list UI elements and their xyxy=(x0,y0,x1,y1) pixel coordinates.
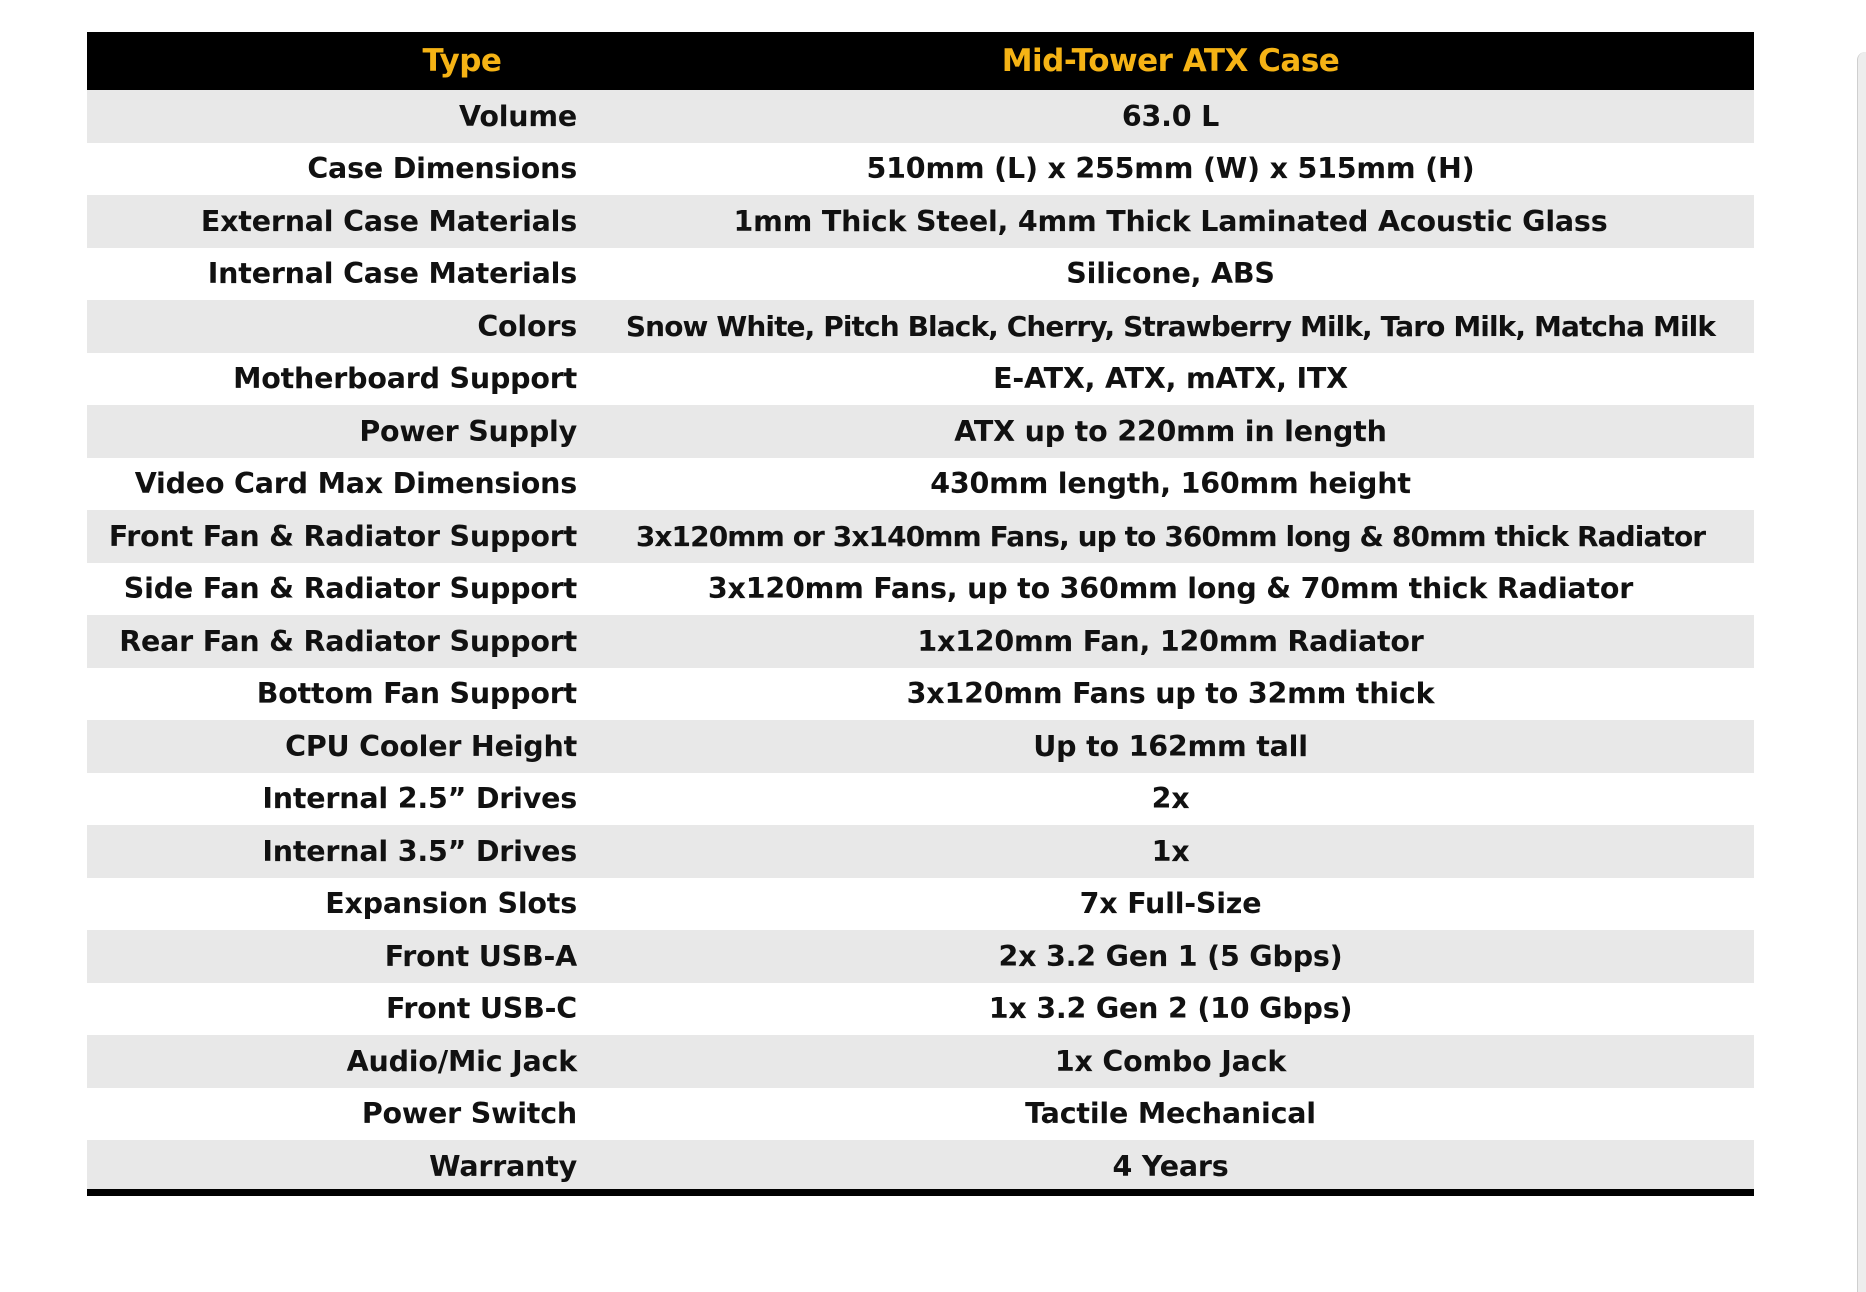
table-row xyxy=(87,300,1754,353)
spec-value: 1mm Thick Steel, 4mm Thick Laminated Acoustic Glass xyxy=(587,195,1754,248)
table-row xyxy=(87,563,1754,616)
spec-label: Warranty xyxy=(87,1140,587,1193)
header-label-cell xyxy=(87,32,587,90)
spec-value: 3x120mm Fans, up to 360mm long & 70mm thick Radiator xyxy=(587,563,1754,616)
spec-label: Volume xyxy=(87,90,587,143)
page-edge-divider xyxy=(1857,52,1866,1292)
spec-value: Up to 162mm tall xyxy=(587,720,1754,773)
spec-label: Case Dimensions xyxy=(87,143,587,196)
table-row xyxy=(87,510,1754,563)
table-row xyxy=(87,143,1754,196)
table-row xyxy=(87,615,1754,668)
spec-value: Tactile Mechanical xyxy=(587,1088,1754,1141)
spec-label: Colors xyxy=(87,300,587,353)
spec-value: 4 Years xyxy=(587,1140,1754,1193)
spec-value: 510mm (L) x 255mm (W) x 515mm (H) xyxy=(587,143,1754,196)
table-bottom-rule xyxy=(87,1189,1754,1196)
table-row xyxy=(87,930,1754,983)
spec-value: E-ATX, ATX, mATX, ITX xyxy=(587,353,1754,406)
table-row xyxy=(87,1140,1754,1193)
spec-value: 7x Full-Size xyxy=(587,878,1754,931)
spec-label: CPU Cooler Height xyxy=(87,720,587,773)
table-row xyxy=(87,720,1754,773)
table-row xyxy=(87,458,1754,511)
spec-value: 430mm length, 160mm height xyxy=(587,458,1754,511)
table-row xyxy=(87,90,1754,143)
table-row xyxy=(87,353,1754,406)
table-row xyxy=(87,825,1754,878)
spec-label: External Case Materials xyxy=(87,195,587,248)
spec-label: Power Supply xyxy=(87,405,587,458)
spec-value: 3x120mm or 3x140mm Fans, up to 360mm long & 80mm thick Radiator xyxy=(587,510,1754,563)
spec-value: Silicone, ABS xyxy=(587,248,1754,301)
spec-label: Internal 2.5” Drives xyxy=(87,773,587,826)
spec-label: Front USB-C xyxy=(87,983,587,1036)
spec-label: Internal 3.5” Drives xyxy=(87,825,587,878)
spec-value: 1x xyxy=(587,825,1754,878)
header-label: Type xyxy=(422,43,502,79)
spec-value: 2x xyxy=(587,773,1754,826)
table-row xyxy=(87,248,1754,301)
spec-value: ATX up to 220mm in length xyxy=(587,405,1754,458)
spec-label: Front Fan & Radiator Support xyxy=(87,510,587,563)
spec-label: Audio/Mic Jack xyxy=(87,1035,587,1088)
spec-table xyxy=(87,32,1754,1193)
table-row xyxy=(87,668,1754,721)
table-row xyxy=(87,773,1754,826)
header-value: Mid-Tower ATX Case xyxy=(587,32,1754,90)
spec-value: 1x120mm Fan, 120mm Radiator xyxy=(587,615,1754,668)
spec-table-header xyxy=(87,32,1754,90)
table-row xyxy=(87,1035,1754,1088)
spec-value: 1x 3.2 Gen 2 (10 Gbps) xyxy=(587,983,1754,1036)
table-row xyxy=(87,983,1754,1036)
spec-label: Expansion Slots xyxy=(87,878,587,931)
spec-label: Front USB-A xyxy=(87,930,587,983)
spec-value: 1x Combo Jack xyxy=(587,1035,1754,1088)
table-row xyxy=(87,878,1754,931)
spec-label: Internal Case Materials xyxy=(87,248,587,301)
table-row xyxy=(87,1088,1754,1141)
spec-label: Side Fan & Radiator Support xyxy=(87,563,587,616)
spec-value: 63.0 L xyxy=(587,90,1754,143)
spec-label: Power Switch xyxy=(87,1088,587,1141)
header-row xyxy=(87,32,1754,90)
spec-label: Rear Fan & Radiator Support xyxy=(87,615,587,668)
spec-label: Video Card Max Dimensions xyxy=(87,458,587,511)
table-row xyxy=(87,405,1754,458)
spec-value: Snow White, Pitch Black, Cherry, Strawberry Milk, Taro Milk, Matcha Milk xyxy=(587,300,1754,353)
spec-value: 2x 3.2 Gen 1 (5 Gbps) xyxy=(587,930,1754,983)
table-row xyxy=(87,195,1754,248)
spec-label: Bottom Fan Support xyxy=(87,668,587,721)
spec-label: Motherboard Support xyxy=(87,353,587,406)
spec-table-body xyxy=(87,90,1754,1193)
spec-value: 3x120mm Fans up to 32mm thick xyxy=(587,668,1754,721)
